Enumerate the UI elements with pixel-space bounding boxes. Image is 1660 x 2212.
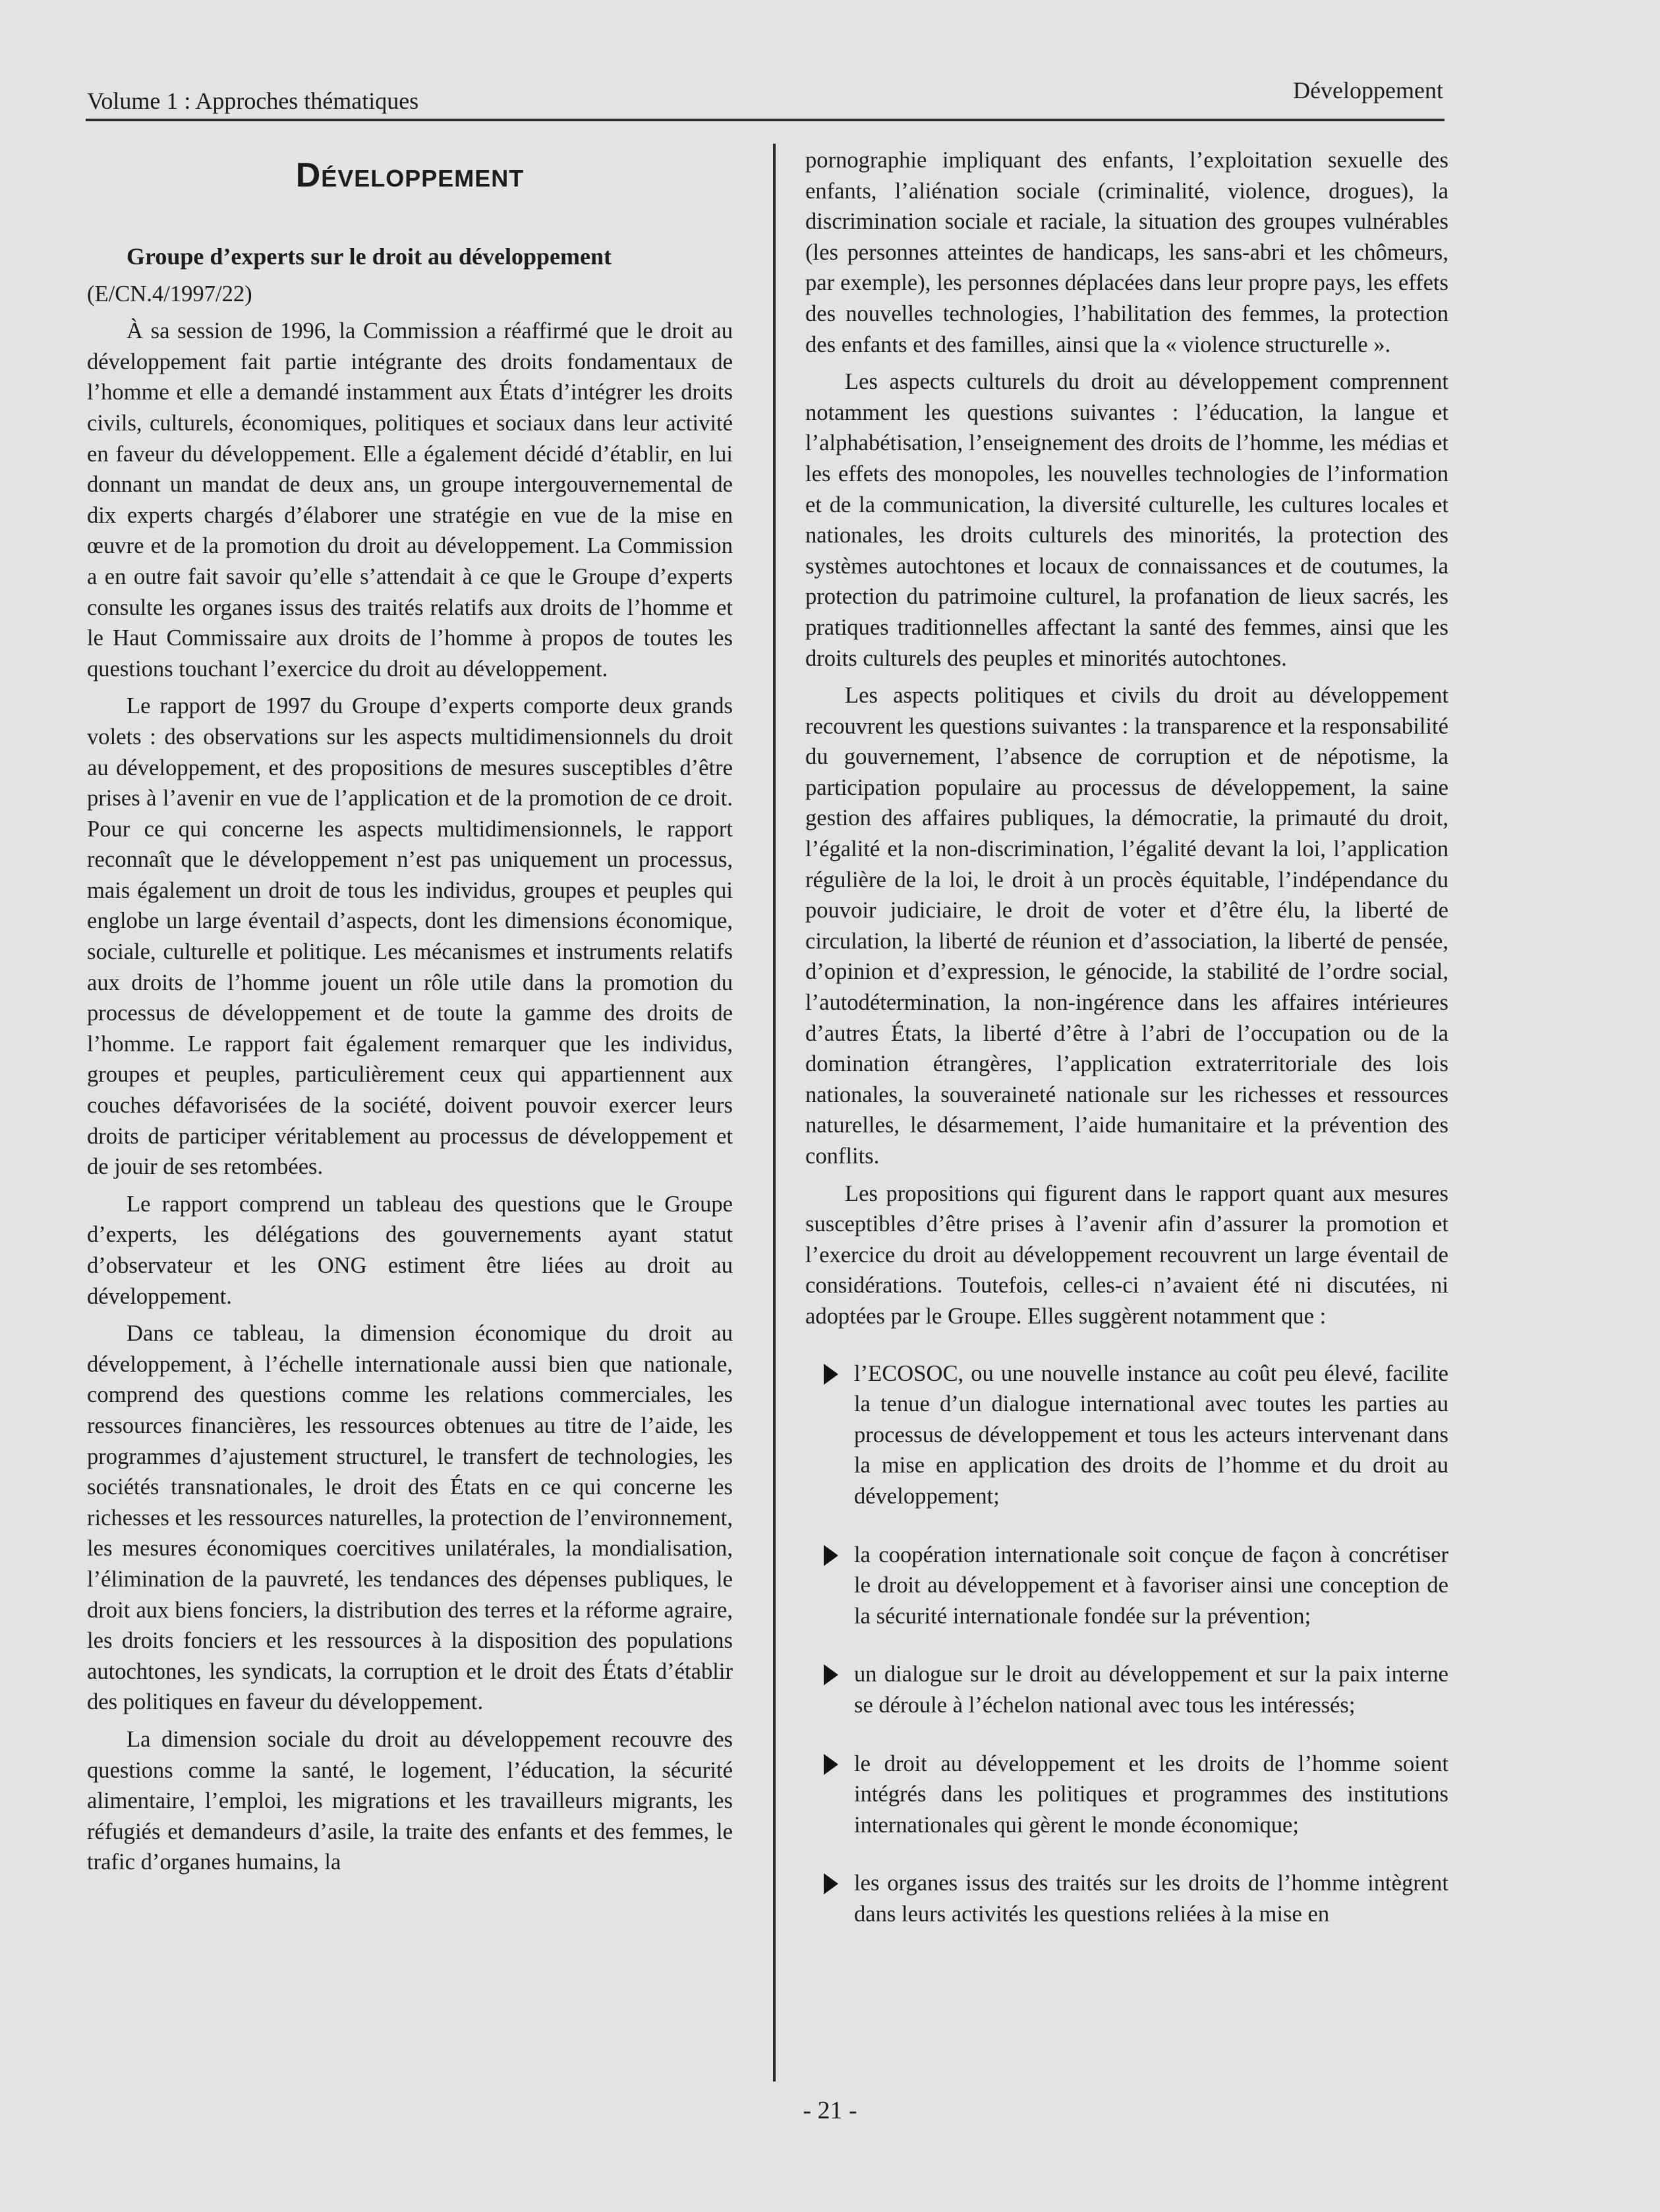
column-divider <box>773 144 776 2081</box>
triangle-bullet-icon <box>824 1754 838 1775</box>
list-item-text: un dialogue sur le droit au développement et sur la paix interne se déroule à l’échelon national avec tous les intéressés; <box>854 1662 1448 1718</box>
paragraph: Les aspects politiques et civils du droit au développement recouvrent les questions suivantes : la transparence et la responsabilité du gouvernement, l’absence de corruption et de népotisme, la participation populaire au processus de développement, la saine gestion des affaires publiques, la démocratie, la primauté du droit, l’égalité et la non-discrimination, l’égalité devant la loi, l’application régulière de la loi, le droit à un procès équitable, l’indépendance du pouvoir judiciaire, le droit de voter et d’être élu, la liberté de circulation, la liberté de réunion et d’association, la liberté de pensée, d’opinion et d’expression, le génocide, la stabilité de l’ordre social, l’autodétermination, la non-ingérence dans les affaires intérieures d’autres États, la liberté d’être à l’abri de l’occupation ou de la domination étrangères, l’application extraterritoriale des lois nationales, la souveraineté nationale sur les richesses et ressources naturelles, le désarmement, l’aide humanitaire et la prévention des conflits. <box>805 683 1448 1169</box>
right-column <box>805 145 1448 1957</box>
section-heading: Groupe d’experts sur le droit au développement <box>127 243 612 270</box>
left-column <box>87 145 733 1884</box>
list-item <box>805 1749 1448 1841</box>
list-item-text: les organes issus des traités sur les droits de l’homme intègrent dans leurs activités les questions reliées à la mise en <box>854 1871 1448 1927</box>
paragraph: Les aspects culturels du droit au développement comprennent notamment les questions suivantes : l’éducation, la langue et l’alphabétisation, l’enseignement des droits de l’homme, les médias et les effets des monopoles, les nouvelles technologies de l’information et de la communication, la diversité culturelle, les cultures locales et nationales, les droits culturels des minorités, la protection des systèmes autochtones et locaux de connaissances et de coutumes, la protection du patrimoine culturel, la profanation de lieux sacrés, les pratiques traditionnelles affectant la santé des femmes, ainsi que les droits culturels des peuples et minorités autochtones. <box>805 369 1448 671</box>
triangle-bullet-icon <box>824 1545 838 1566</box>
paragraph: À sa session de 1996, la Commission a réaffirmé que le droit au développement fait partie intégrante des droits fondamentaux de l’homme et elle a demandé instamment aux États d’intégrer les droits civils, culturels, économiques, politiques et sociaux dans leur activité en faveur du développement. Elle a également décidé d’établir, en lui donnant un mandat de deux ans, un groupe intergouvernemental de dix experts chargés d’élaborer une stratégie en vue de la mise en œuvre et de la promotion du droit au développement. La Commission a en outre fait savoir qu’elle s’attendait à ce que le Groupe d’experts consulte les organes issus des traités relatifs aux droits de l’homme et le Haut Commissaire aux droits de l’homme à propos de toutes les questions touchant l’exercice du droit au développement. <box>87 318 733 682</box>
page-number: - 21 - <box>803 2097 857 2124</box>
paragraph: pornographie impliquant des enfants, l’exploitation sexuelle des enfants, l’aliénation sociale (criminalité, violence, drogues), la discrimination sociale et raciale, la situation des groupes vulnérables (les personnes atteintes de handicaps, les sans-abri et les chômeurs, par exemple), les personnes déplacées dans leur propre pays, les effets des nouvelles technologies, l’habilitation des femmes, la protection des enfants et des familles, ainsi que la « violence structurelle ». <box>805 148 1448 357</box>
triangle-bullet-icon <box>824 1364 838 1385</box>
list-item-text: l’ECOSOC, ou une nouvelle instance au coût peu élevé, facilite la tenue d’un dialogue international avec toutes les parties au processus de développement et tous les acteurs intervenant dans la mise en application des droits de l’homme et du droit au développement; <box>854 1360 1448 1509</box>
header-volume-title: Volume 1 : Approches thématiques <box>87 88 419 114</box>
list-item <box>805 1358 1448 1512</box>
header-section-title: Développement <box>1293 77 1443 103</box>
paragraph: Les propositions qui figurent dans le rapport quant aux mesures susceptibles d’être prises à l’avenir afin d’assurer la promotion et l’exercice du droit au développement recouvrent un large éventail de considérations. Toutefois, celles-ci n’avaient été ni discutées, ni adoptées par le Groupe. Elles suggèrent notamment que : <box>805 1180 1448 1329</box>
list-item <box>805 1540 1448 1632</box>
document-symbol: (E/CN.4/1997/22) <box>87 281 252 306</box>
running-header <box>86 74 1445 121</box>
paragraph: Dans ce tableau, la dimension économique du droit au développement, à l’échelle internationale aussi bien que nationale, comprend des questions comme les relations commerciales, les ressources financières, les ressources obtenues au titre de l’aide, les programmes d’ajustement structurel, le transfert de technologies, les sociétés transnationales, le droit des États en ce qui concerne les richesses et les ressources naturelles, la protection de l’environnement, les mesures économiques coercitives unilatérales, la mondialisation, l’élimination de la pauvreté, les tendances des dépenses publiques, le droit aux biens fonciers, la distribution des terres et la réforme agraire, les droits fonciers et les ressources à la disposition des populations autochtones, les syndicats, la corruption et le droit des États d’établir des politiques en faveur du développement. <box>87 1321 733 1715</box>
paragraph: Le rapport comprend un tableau des questions que le Groupe d’experts, les délégations des gouvernements ayant statut d’observateur et les ONG estiment être liées au droit au développement. <box>87 1191 733 1309</box>
list-item-text: le droit au développement et les droits de l’homme soient intégrés dans les politiques et programmes des institutions internationales qui gèrent le monde économique; <box>854 1751 1448 1838</box>
list-item-text: la coopération internationale soit conçue de façon à concrétiser le droit au développement et à favoriser ainsi une conception de la sécurité internationale fondée sur la prévention; <box>854 1542 1448 1629</box>
triangle-bullet-icon <box>824 1664 838 1685</box>
paragraph: Le rapport de 1997 du Groupe d’experts comporte deux grands volets : des observations sur les aspects multidimensionnels du droit au développement, et des propositions de mesures susceptibles d’être prises à l’avenir en vue de l’application et de la promotion de ce droit. Pour ce qui concerne les aspects multidimensionnels, le rapport reconnaît que le développement n’est pas uniquement un processus, mais également un droit de tous les individus, groupes et peuples qui englobe un large éventail d’aspects, dont les dimensions économique, sociale, culturelle et politique. Les mécanismes et instruments relatifs aux droits de l’homme jouent un rôle utile dans la promotion du processus de développement et de toute la gamme des droits de l’homme. Le rapport fait également remarquer que les individus, groupes et peuples, particulièrement ceux qui appartiennent aux couches défavorisées de la société, doivent pouvoir exercer leurs droits de participer véritablement au processus de développement et de jouir de ses retombées. <box>87 693 733 1180</box>
list-item <box>805 1868 1448 1929</box>
page-title: Développement <box>295 156 525 194</box>
proposal-list <box>805 1358 1448 1930</box>
triangle-bullet-icon <box>824 1873 838 1894</box>
paragraph: La dimension sociale du droit au développement recouvre des questions comme la santé, le logement, l’éducation, la sécurité alimentaire, l’emploi, les migrations et les travailleurs migrants, les réfugiés et demandeurs d’asile, la traite des enfants et des femmes, le trafic d’organes humains, la <box>87 1726 733 1875</box>
list-item <box>805 1659 1448 1720</box>
